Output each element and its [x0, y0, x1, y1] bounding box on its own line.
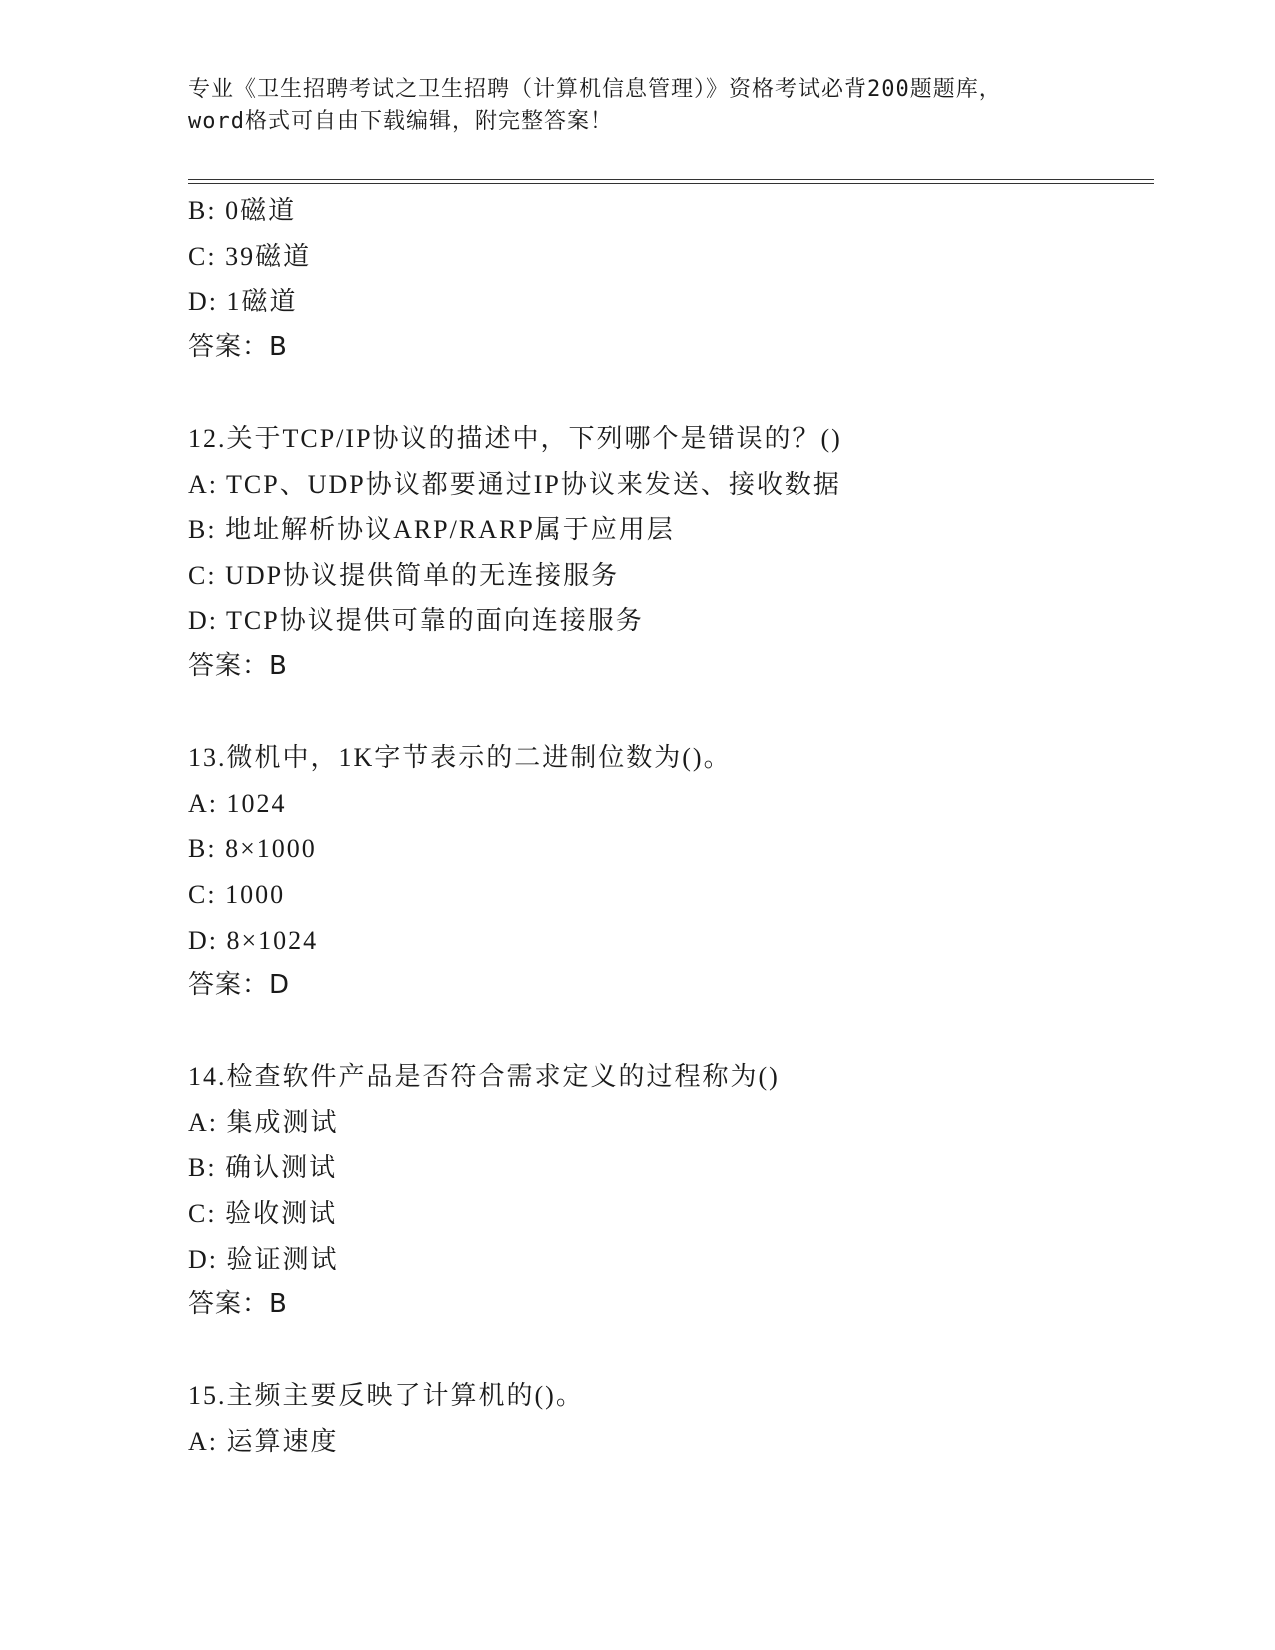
- option-a: A: 集成测试: [188, 1107, 339, 1137]
- option-b: B: 8×1000: [188, 834, 317, 864]
- option-d: D: 1磁道: [188, 287, 298, 317]
- answer-line: 答案：B: [188, 1289, 288, 1320]
- answer-line: 答案：D: [188, 970, 291, 1001]
- option-b: B: 确认测试: [188, 1153, 338, 1183]
- document-header: [188, 74, 1088, 138]
- question-text: 15.主频主要反映了计算机的()。: [188, 1381, 584, 1411]
- spacer: [188, 370, 1154, 416]
- option-a: A: 运算速度: [188, 1427, 339, 1457]
- question-15: [188, 1373, 1154, 1464]
- option-d: D: 验证测试: [188, 1244, 339, 1274]
- spacer: [188, 690, 1154, 736]
- question-13: [188, 735, 1154, 1009]
- option-a: A: 1024: [188, 788, 287, 818]
- question-text: 13.微机中，1K字节表示的二进制位数为()。: [188, 743, 732, 773]
- option-d: D: 8×1024: [188, 925, 319, 955]
- option-c: C: 1000: [188, 879, 286, 909]
- spacer: [188, 1328, 1154, 1374]
- question-12: [188, 416, 1154, 690]
- spacer: [188, 1009, 1154, 1055]
- header-divider: [188, 179, 1154, 184]
- option-c: C: 验收测试: [188, 1199, 338, 1229]
- option-c: C: 39磁道: [188, 241, 312, 271]
- header-line-2: word格式可自由下载编辑，附完整答案！: [188, 109, 613, 134]
- question-11-fragment: [188, 188, 1154, 370]
- option-b: B: 0磁道: [188, 196, 297, 225]
- option-d: D: TCP协议提供可靠的面向连接服务: [188, 606, 644, 636]
- question-list: [188, 188, 1154, 1465]
- question-text: 14.检查软件产品是否符合需求定义的过程称为(): [188, 1062, 780, 1092]
- option-c: C: UDP协议提供简单的无连接服务: [188, 560, 620, 590]
- option-a: A: TCP、UDP协议都要通过IP协议来发送、接收数据: [188, 469, 841, 499]
- answer-line: 答案：B: [188, 331, 288, 362]
- question-text: 12.关于TCP/IP协议的描述中，下列哪个是错误的？(): [188, 423, 842, 453]
- option-b: B: 地址解析协议ARP/RARP属于应用层: [188, 515, 675, 545]
- header-line-1: 专业《卫生招聘考试之卫生招聘（计算机信息管理）》资格考试必背200题题库，: [188, 77, 1002, 102]
- question-14: [188, 1054, 1154, 1328]
- answer-line: 答案：B: [188, 650, 288, 681]
